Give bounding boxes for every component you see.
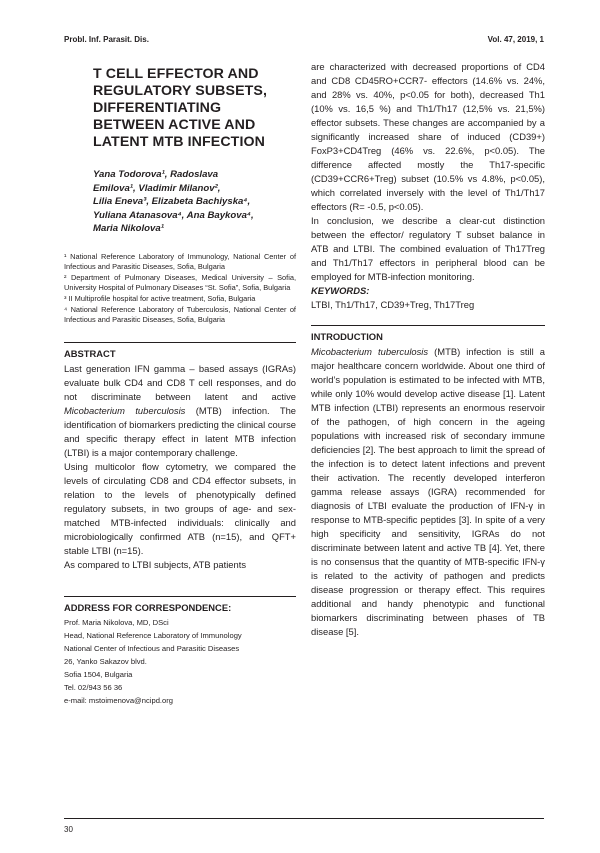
correspondence-line: Sofia 1504, Bulgaria [64, 669, 133, 679]
introduction-body [311, 345, 545, 639]
abstract-paragraph-2: Using multicolor flow cytometry, we compared the levels of circulating CD8 and CD4 effector subsets, in relation to the levels of phenotypically defined regulatory subsets, in two groups of age- and sex-matched MTB-infected individuals: clinically and microbiologically confirmed ATB (n=15), and QFT+ stable LTBI (n=15). [64, 460, 296, 556]
author-list [93, 168, 296, 236]
introduction-rule [311, 325, 545, 326]
correspondence-line: National Center of Infectious and Parasitic Diseases [64, 643, 240, 653]
author-line: Emilova¹, Vladimir Milanov², [93, 182, 221, 194]
affiliation-1: ¹ National Reference Laboratory of Immunology, National Center of Infectious and Parasitic Diseases, Sofia, Bulgaria [64, 251, 296, 271]
abstract-continued [311, 60, 545, 312]
page-number: 30 [64, 825, 73, 834]
correspondence-heading: ADDRESS FOR CORRESPONDENCE: [64, 601, 232, 613]
abstract-heading: ABSTRACT [64, 347, 116, 359]
abstract-paragraph-5: In conclusion, we describe a clear-cut distinction between the effector/ regulatory T subset balance in ATB and LTBI. The combined evaluation of Th17Treg and Th1/Th17 effectors in peripheral blood can be employed for MTB-infection monitoring. [311, 215, 545, 282]
author-line: Maria Nikolova¹ [93, 223, 164, 235]
correspondence-line: Tel. 02/943 56 36 [64, 682, 123, 692]
introduction-heading: INTRODUCTION [311, 331, 383, 342]
left-column [64, 60, 296, 707]
footer-rule [64, 818, 544, 819]
correspondence-line: Prof. Maria Nikolova, MD, DSci [64, 617, 169, 627]
abstract-rule [64, 342, 296, 343]
article-title: T CELL EFFECTOR AND REGULATORY SUBSETS, DIFFERENTIATING BETWEEN ACTIVE AND LATENT MTB INFECTION [93, 66, 268, 150]
introduction-paragraph: Micobacterium tuberculosis (MTB) infection is still a major healthcare concern worldwide. About one third of world’s population is estimated to be infected with MTB, while only 10% would develop active disease [1]. Latent MTB infection (LTBI) represents an enormous reservoir of the pathogen, of high concern in the ageing populations with increased risk of secondary immune deficiencies [2]. The best approach to limit the spread of the infection is to detect latent infections and prevent their activation. The recently developed interferon gamma release assays (IGRA) recommended for diagnosis of LTBI evaluate the production of IFN-γ in response to MTB-specific peptides [3]. In spite of a very high specificity and sensitivity, IGRAs do not discriminate between latent and active TB [4]. Yet, there is no consensus that the quantity of MTB-specific IFN-γ is related to the activity of pathogen and predicts disease progression or therapy effect. This requires additional and handy phenotypic and functional biomarkers discriminating between phases of TB disease [5]. [311, 346, 545, 637]
volume-info: Vol. 47, 2019, 1 [487, 35, 544, 44]
keywords-label: KEYWORDS: [311, 285, 370, 296]
author-line: Yana Todorova¹, Radoslava [93, 169, 219, 180]
abstract-paragraph-3: As compared to LTBI subjects, ATB patients [64, 558, 247, 570]
correspondence-line: Head, National Reference Laboratory of Immunology [64, 630, 242, 640]
correspondence-email: e-mail: mstoimenova@ncipd.org [64, 695, 174, 705]
abstract-paragraph-1: Last generation IFN gamma – based assays (IGRAs) evaluate bulk CD4 and CD8 T cell responses, and do not discriminate between latent and active Micobacterium tuberculosis (MTB) infection. The identification of biomarkers predicting the clinical course and specific therapy effect in latent MTB infection (LTBI) is a major contemporary challenge. [64, 362, 296, 458]
affiliation-2: ² Department of Pulmonary Diseases, Medical University – Sofia, University Hospital of Pulmonary Diseases “St. Sofia”, Sofia, Bulgaria [64, 272, 296, 292]
abstract-body [64, 362, 296, 572]
journal-name: Probl. Inf. Parasit. Dis. [64, 35, 149, 44]
affiliations [64, 252, 296, 325]
right-column [311, 60, 545, 639]
abstract-paragraph-4: are characterized with decreased proportions of CD4 and CD8 CD45RO+CCR7- effectors (14.6% vs. 24%, and 28% vs. 40%, p<0.05 for both), decreased Th1 (10% vs. 16,5 %) and Th1/Th17 (12,5% vs. 21,5%) effector subsets. These changes are accompanied by a significantly increased share of induced (CD39+) FoxP3+CD4Treg (46% vs. 22.6%, p<0.05). The difference affected mostly the Th17-specific (CD39+CCR6+Treg) subset (10.5% vs 4.8%, p<0.05), which correlated inversely with the level of Th1/Th17 effectors (R= -0.5, p<0.05). [311, 61, 545, 212]
keywords-list: LTBI, Th1/Th17, CD39+Treg, Th17Treg [311, 299, 475, 310]
affiliation-4: ⁴ National Reference Laboratory of Tuberculosis, National Center of Infectious and Parasitic Diseases, Sofia, Bulgaria [64, 304, 296, 324]
correspondence-rule [64, 596, 296, 597]
author-line: Yuliana Atanasova⁴, Ana Baykova⁴, [93, 209, 254, 221]
correspondence-line: 26, Yanko Sakazov blvd. [64, 656, 147, 666]
author-line: Lilia Eneva³, Elizabeta Bachiyska⁴, [93, 196, 251, 208]
correspondence-address [64, 616, 296, 707]
affiliation-3: ³ II Multiprofile hospital for active treatment, Sofia, Bulgaria [64, 293, 256, 303]
